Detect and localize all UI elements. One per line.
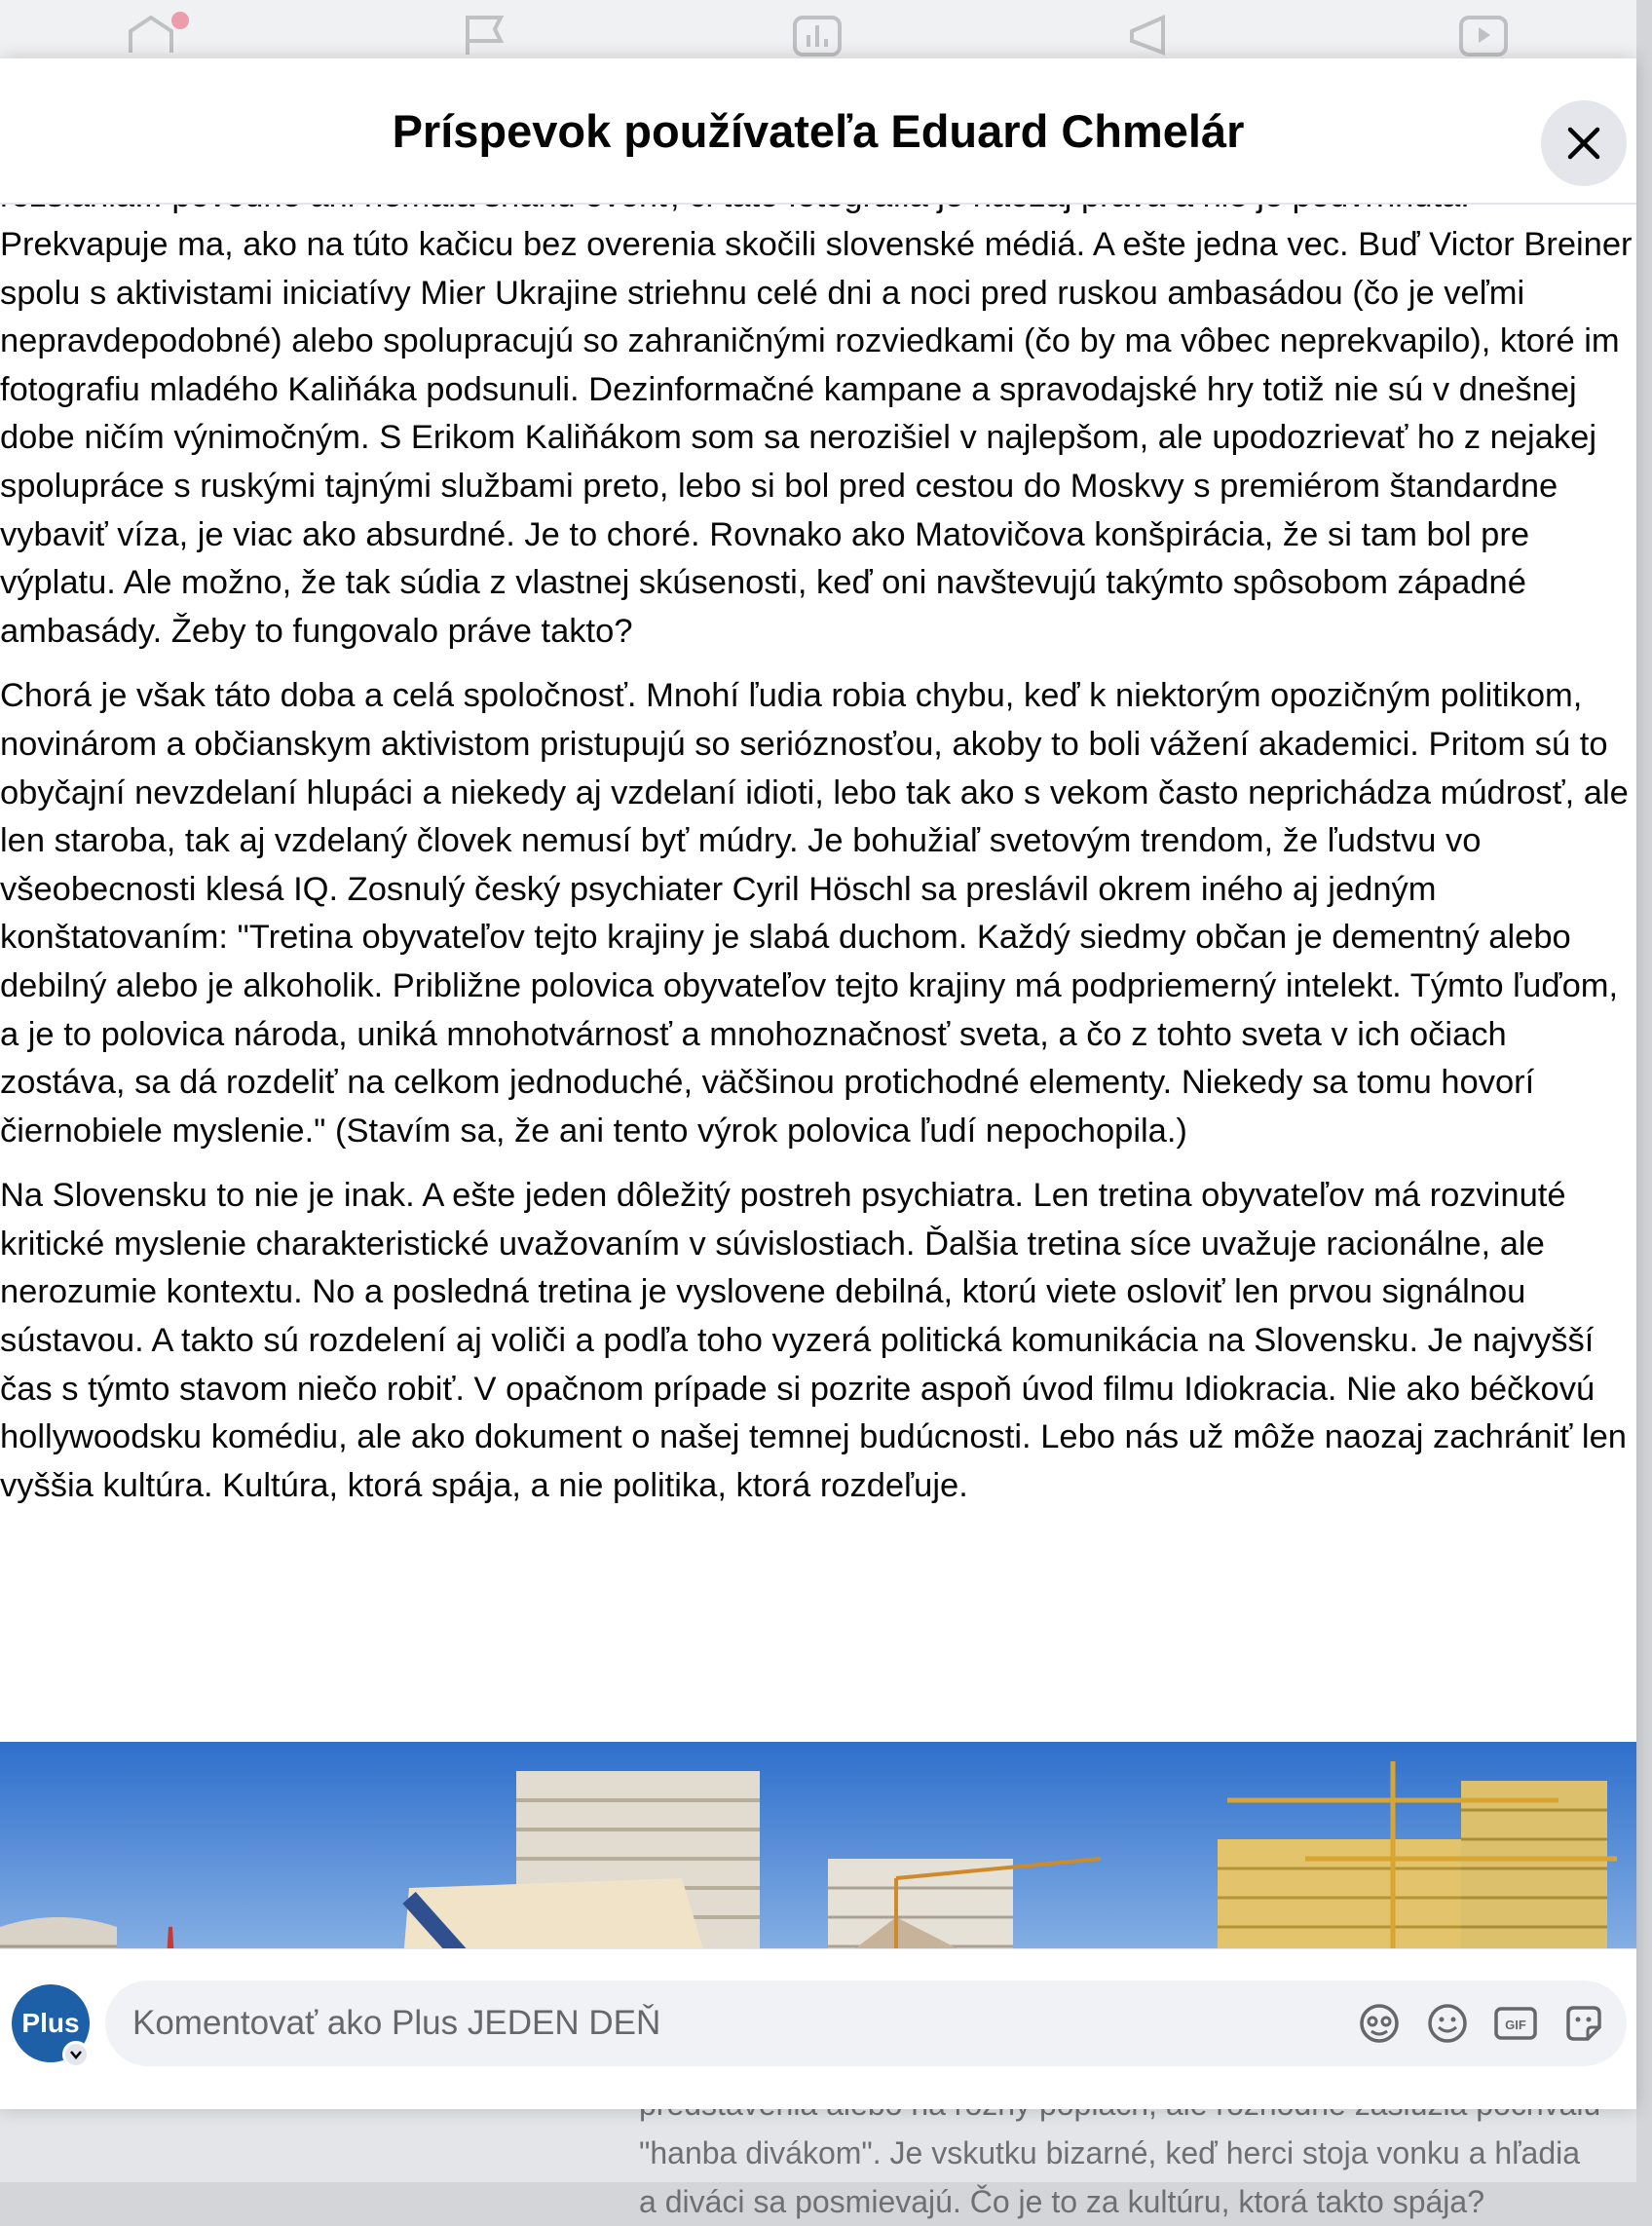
video-icon[interactable] <box>1457 14 1510 57</box>
background-nav-bar <box>0 0 1636 58</box>
sticker-button[interactable] <box>1560 2000 1607 2047</box>
modal-title: Príspevok používateľa Eduard Chmelár <box>392 105 1245 157</box>
background-line: "hanba divákom". Je vskutku bizarné, keď herci stoja vonku a hľadia <box>639 2135 1581 2170</box>
gif-button[interactable] <box>1492 2000 1539 2047</box>
sticker-icon <box>1562 2002 1605 2045</box>
gif-icon <box>1493 2004 1538 2043</box>
background-post-text <box>0 2109 1636 2219</box>
comment-tools <box>1356 2000 1607 2047</box>
modal-header <box>0 58 1636 205</box>
background-line: a diváci sa posmievajú. Čo je to za kultúru, ktorá takto spája? <box>639 2184 1484 2219</box>
partially-visible-line <box>0 205 1636 220</box>
switch-profile-button[interactable] <box>62 2041 90 2068</box>
avatar-label: Plus <box>21 2008 80 2038</box>
post-modal <box>0 58 1636 2109</box>
emoji-icon <box>1426 2002 1469 2045</box>
post-paragraph: Prekvapuje ma, ako na túto kačicu bez overenia skočili slovenské médiá. A ešte jedna vec. Buď Victor Breiner spolu s aktivistami iniciatívy Mier Ukrajine striehnu celé dni a noci pred ruskou ambasádou (čo je veľmi nepravdepodobné) alebo spolupracujú so zahraničnými rozviedkami (čo by ma vôbec neprekvapilo), ktoré im fotografiu mladého Kaliňáka podsunuli. Dezinformačné kampane a spravodajské hry totiž nie sú v dnešnej dobe ničím výnimočným. S Erikom Kaliňákom som sa nerozišiel v najlepšom, ale upodozrievať ho z nejakej spolupráce s ruskými tajnými službami preto, lebo si bol pred cestou do Moskvy s premiérom štandardne vybaviť víza, je viac ako absurdné. Je to choré. Rovnako ako Matovičova konšpirácia, že si tam bol pre výplatu. Ale možno, že tak súdia z vlastnej skúsenosti, keď oni navštevujú takýmto spôsobom západné ambasády. Žeby to fungovalo práve takto? <box>0 226 1633 650</box>
close-icon <box>1564 124 1603 163</box>
home-icon[interactable] <box>125 14 177 57</box>
megaphone-icon[interactable] <box>1124 14 1177 57</box>
close-button[interactable] <box>1541 100 1627 186</box>
chevron-down-icon <box>68 2047 84 2062</box>
post-paragraph: Na Slovensku to nie je inak. A ešte jeden dôležitý postreh psychiatra. Len tretina obyvateľov má rozvinuté kritické myslenie charakteristické uvažovaním v súvislostiach. Ďalšia tretina síce uvažuje racionálne, ale nerozumie kontextu. No a posledná tretina je vyslovene debilná, ktorú viete osloviť len prvou signálnou sústavou. A takto sú rozdelení aj voliči a podľa toho vyzerá politická komunikácia na Slovensku. Je najvyšší čas s týmto stavom niečo robiť. V opačnom prípade si pozrite aspoň úvod filmu Idiokracia. Nie ako béčkovú hollywoodsku komédiu, ale ako dokument o našej temnej budúcnosti. Lebo nás už môže naozaj zachrániť len vyššia kultúra. Kultúra, ktorá spája, a nie politika, ktorá rozdeľuje. <box>0 1177 1627 1504</box>
avatar-sticker-button[interactable] <box>1356 2000 1403 2047</box>
notification-dot <box>171 12 189 29</box>
post-paragraph: Chorá je však táto doba a celá spoločnosť. Mnohí ľudia robia chybu, keď k niektorým opozičným politikom, novinárom a občianskym aktivistom pristupujú so serióznosťou, akoby to boli vážení akademici. Pritom sú to obyčajní nevzdelaní hlupáci a niekedy aj vzdelaní idioti, lebo tak ako s vekom často neprichádza múdrosť, ale len staroba, tak aj vzdelaný človek nemusí byť múdry. Je bohužiaľ svetovým trendom, že ľudstvu vo všeobecnosti klesá IQ. Zosnulý český psychiater Cyril Höschl sa preslávil okrem iného aj jedným konštatovaním: "Tretina obyvateľov tejto krajiny je slabá duchom. Každý siedmy občan je dementný alebo debilný alebo je alkoholik. Približne polovica obyvateľov tejto krajiny má podpriemerný intelekt. Týmto ľuďom, a je to polovica národa, uniká mnohotvárnosť a mnohoznačnosť sveta, a čo z tohto sveta v ich očiach zostáva, sa dá rozdeliť na celkom jednoduché, väčšinou protichodné elementy. Niekedy sa tomu hovorí čiernobiele myslenie." (Stavím sa, že ani tento výrok polovica ľudí nepochopila.) <box>0 677 1629 1150</box>
comment-composer <box>0 1948 1636 2109</box>
emoji-button[interactable] <box>1424 2000 1471 2047</box>
post-text <box>0 221 1636 1527</box>
post-body-scroll-area[interactable] <box>0 205 1636 2003</box>
avatar-sticker-icon <box>1358 2002 1401 2045</box>
flag-icon[interactable] <box>458 14 510 57</box>
gif-label: GIF <box>1505 2018 1526 2032</box>
chart-icon[interactable] <box>791 14 844 57</box>
